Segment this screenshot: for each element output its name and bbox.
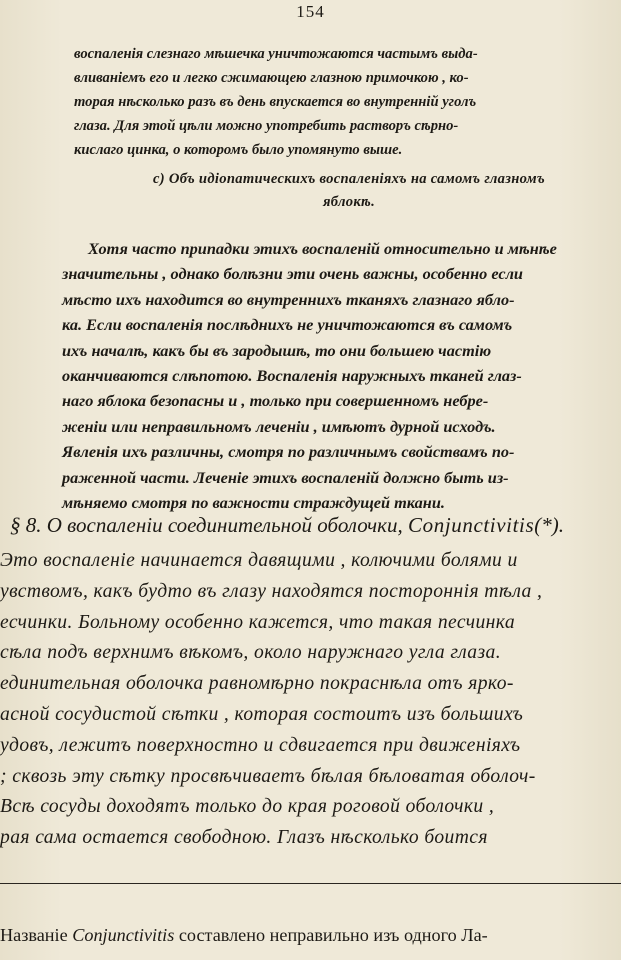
text-line: женіи или неправильномъ леченіи , имѣютъ дурной исходъ. (62, 416, 496, 436)
text-line: ка. Если воспаленія послѣднихъ не уничтожаются въ самомъ (62, 315, 513, 335)
text-line: торая нѣсколько разъ въ день впускается во внутренній уголъ (74, 94, 477, 110)
text-line: глаза. Для этой цѣли можно употребить растворъ сѣрно- (74, 118, 459, 134)
paragraph-conjunctivitis (0, 546, 615, 854)
text-line: Всѣ сосуды доходятъ только до края роговой оболочки , (0, 796, 495, 818)
paragraph-idiopathic (62, 236, 602, 515)
heading-line: с) Объ идіопатическихъ воспаленіяхъ на самомъ глазномъ (153, 171, 545, 187)
page-number: 154 (296, 2, 325, 21)
footnote-mark: (*). (534, 513, 564, 537)
text-line: ; сквозь эту сѣтку просвѣчиваетъ бѣлая бѣловатая оболоч- (0, 765, 536, 787)
text-line: раженной части. Леченіе этихъ воспаленій должно быть из- (62, 467, 509, 487)
subsection-heading (118, 168, 580, 214)
heading-line: яблокѣ. (322, 194, 376, 210)
section-number: § 8. (10, 513, 42, 537)
text-line: воспаленія слезнаго мѣшечка уничтожаются частымъ выда- (74, 46, 478, 62)
text-line: удовъ, лежитъ поверхностно и сдвигается при движеніяхъ (0, 734, 521, 756)
text-line: Явленія ихъ различны, смотря по различнымъ свойствамъ по- (62, 442, 515, 462)
text-line: вливаніемъ его и легко сжимающею глазною примочкою , ко- (74, 70, 469, 86)
paragraph-continuation (74, 42, 586, 162)
text-line: оканчиваются слѣпотою. Воспаленія наружныхъ тканей глаз- (62, 366, 522, 386)
text-line: есчинки. Больному особенно кажется, что такая песчинка (0, 611, 516, 633)
text-line: Это воспаленіе начинается давящими , колючими болями и (0, 550, 518, 571)
footnote-prefix: Названіе (0, 925, 68, 945)
footnote-text: составлено неправильно изъ одного Ла- (178, 925, 488, 945)
text-line: мѣсто ихъ находится во внутреннихъ тканяхъ глазнаго ябло- (62, 289, 515, 309)
text-line: асной сосудистой сѣтки , которая состоитъ изъ большихъ (0, 703, 524, 725)
footnote-latin-term: Conjunctivitis (72, 925, 175, 945)
text-line: рая сама остается свободною. Глазъ нѣсколько боится (0, 827, 488, 849)
text-line: сѣла подъ верхнимъ вѣкомъ, около наружнаго угла глаза. (0, 642, 502, 664)
footnote-divider (0, 883, 621, 884)
section-heading (10, 511, 610, 539)
text-line: единительная оболочка равномѣрно покраснѣла отъ ярко- (0, 673, 514, 695)
text-line: ихъ началѣ, какъ бы въ зародышѣ, то они большею частію (62, 340, 492, 360)
section-latin-term: Conjunctivitis (408, 513, 535, 537)
text-line: Хотя часто припадки этихъ воспаленій относительно и мѣнѣе (88, 239, 557, 258)
text-line: значительны , однако болѣзни эти очень важны, особенно если (62, 264, 523, 284)
section-title: О воспаленіи соединительной оболочки, (46, 513, 403, 537)
text-line: наго яблока безопасны и , только при совершенномъ небре- (62, 391, 489, 411)
text-line: мѣняемо смотря по важности страждущей ткани. (62, 493, 445, 513)
text-line: кислаго цинка, о которомъ было упомянуто выше. (74, 142, 403, 158)
text-line: увствомъ, какъ будто въ глазу находятся постороннія тѣла , (0, 580, 543, 602)
footnote (0, 922, 621, 948)
